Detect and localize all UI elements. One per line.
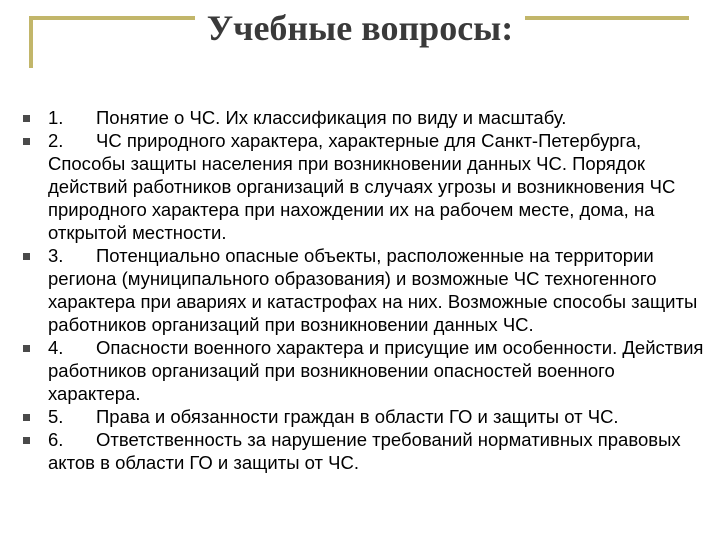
- item-number: 6.: [48, 429, 64, 450]
- square-bullet-icon: [23, 437, 30, 444]
- square-bullet-icon: [23, 115, 30, 122]
- square-bullet-icon: [23, 414, 30, 421]
- item-text: Ответственность за нарушение требований нормативных правовых актов в области ГО и защиты от ЧС.: [48, 429, 681, 473]
- item-number: 5.: [48, 406, 64, 427]
- list-item: [0, 428, 720, 474]
- slide-title: [0, 8, 720, 48]
- item-number: 1.: [48, 107, 64, 128]
- list-item: [0, 405, 720, 428]
- item-text: Понятие о ЧС. Их классификация по виду и масштабу.: [96, 107, 567, 128]
- list-item: [0, 129, 720, 244]
- item-text: Опасности военного характера и присущие им особенности. Действия работников организаций при возникновении опасностей военного характера.: [48, 337, 704, 404]
- item-number: 2.: [48, 130, 64, 151]
- square-bullet-icon: [23, 138, 30, 145]
- slide-title-text: Учебные вопросы:: [195, 8, 526, 48]
- item-number: 3.: [48, 245, 64, 266]
- list-item: [0, 106, 720, 129]
- list-item: [0, 336, 720, 405]
- list-item: [0, 244, 720, 336]
- item-text: Права и обязанности граждан в области ГО и защиты от ЧС.: [96, 406, 619, 427]
- square-bullet-icon: [23, 345, 30, 352]
- item-text: ЧС природного характера, характерные для Санкт-Петербурга, Способы защиты населения при возникновении данных ЧС. Порядок действий работников организаций в случаях угрозы и возникновения ЧС природного характера при нахождении их на рабочем месте, дома, на открытой местности.: [48, 130, 676, 243]
- square-bullet-icon: [23, 253, 30, 260]
- item-number: 4.: [48, 337, 64, 358]
- question-list: [0, 106, 720, 474]
- item-text: Потенциально опасные объекты, расположенные на территории региона (муниципального образования) и возможные ЧС техногенного характера при авариях и катастрофах на них. Возможные способы защиты работников организаций при возникновении данных ЧС.: [48, 245, 698, 335]
